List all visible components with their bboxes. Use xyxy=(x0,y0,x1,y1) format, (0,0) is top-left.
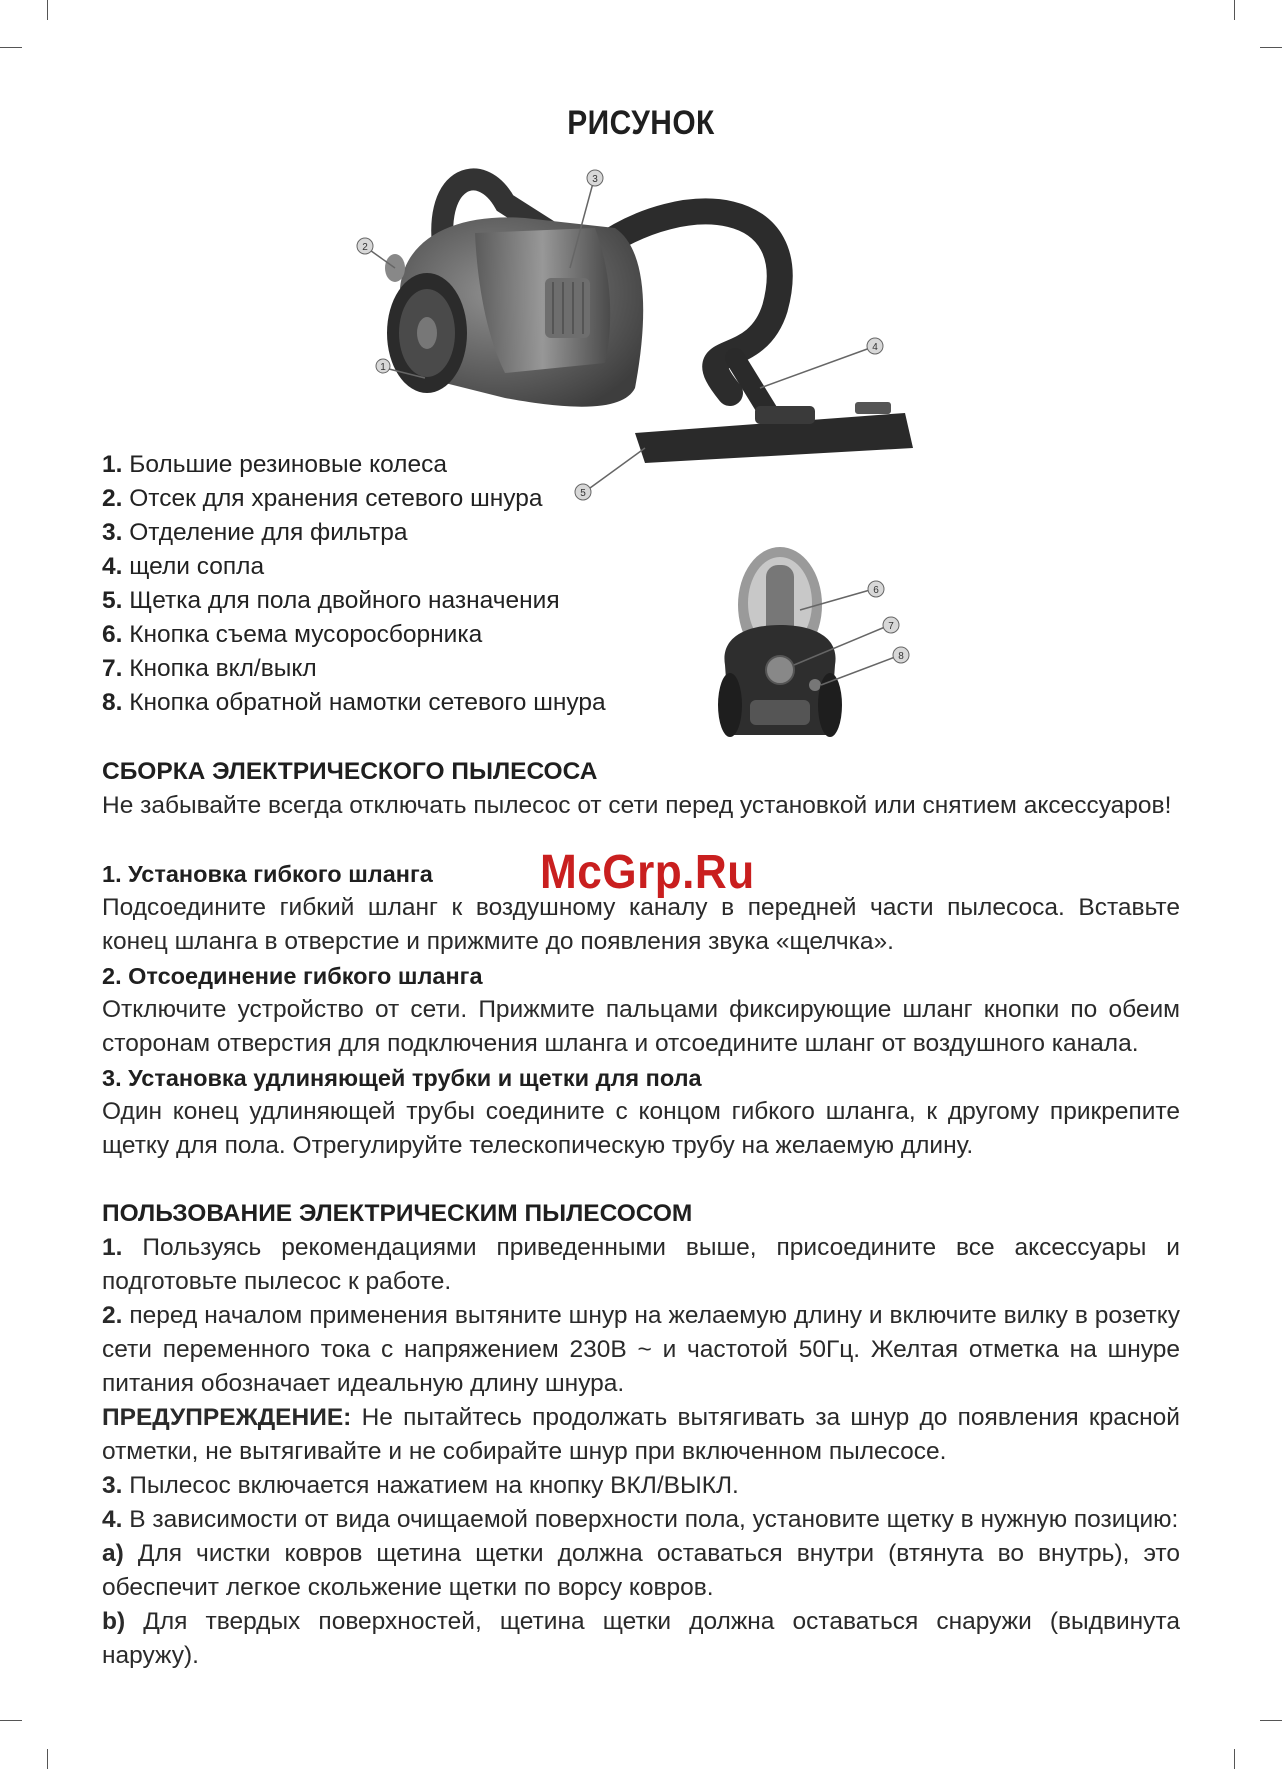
step-text: Отключите устройство от сети. Прижмите пальцами фиксирующие шланг кнопки по обеим сторонам отверстия для подключения шланга и отсоедините шланг от воздушного канала. xyxy=(102,996,1180,1057)
step-text: Подсоедините гибкий шланг к воздушному каналу в передней части пылесоса. Вставьте конец шланга в отверстие и прижмите до появления звука «щелчка». xyxy=(102,894,1180,955)
legend-item: 8. Кнопка обратной намотки сетевого шнура xyxy=(102,689,606,716)
legend-item: 5. Щетка для пола двойного назначения xyxy=(102,587,560,614)
crop-mark xyxy=(1234,1749,1235,1769)
step-title: 1. Установка гибкого шланга xyxy=(102,861,433,887)
watermark: McGrp.Ru xyxy=(540,846,755,899)
callout-2: 2 xyxy=(362,242,368,253)
crop-mark xyxy=(0,47,22,48)
usage-heading: ПОЛЬЗОВАНИЕ ЭЛЕКТРИЧЕСКИМ ПЫЛЕСОСОМ xyxy=(102,1200,693,1227)
assembly-warning: Не забывайте всегда отключать пылесос от сети перед установкой или снятием аксессуаров! xyxy=(102,792,1172,819)
usage-item: a) Для чистки ковров щетина щетки должна оставаться внутри (втянута во внутрь), это обеспечит легкое скольжение щетки по ворсу ковров. xyxy=(102,1540,1180,1601)
assembly-heading: СБОРКА ЭЛЕКТРИЧЕСКОГО ПЫЛЕСОСА xyxy=(102,758,598,785)
legend-item: 4. щели сопла xyxy=(102,553,265,580)
parts-legend xyxy=(102,448,606,720)
crop-mark xyxy=(1234,0,1235,20)
crop-mark xyxy=(1260,1720,1282,1721)
callout-4: 4 xyxy=(872,342,878,353)
callout-5: 5 xyxy=(580,488,586,499)
legend-item: 2. Отсек для хранения сетевого шнура xyxy=(102,485,543,512)
crop-mark xyxy=(0,1720,22,1721)
callout-1: 1 xyxy=(380,362,386,373)
usage-item: 1. Пользуясь рекомендациями приведенными выше, присоедините все аксессуары и подготовьте пылесос к работе. xyxy=(102,1234,1180,1295)
usage-item: 3. Пылесос включается нажатием на кнопку ВКЛ/ВЫКЛ. xyxy=(102,1472,739,1499)
callout-3: 3 xyxy=(592,174,598,185)
usage-item: 4. В зависимости от вида очищаемой поверхности пола, установите щетку в нужную позицию: xyxy=(102,1506,1179,1533)
vacuum-back-view-illustration xyxy=(710,545,925,750)
legend-item: 6. Кнопка съема мусоросборника xyxy=(102,621,483,648)
step-title: 2. Отсоединение гибкого шланга xyxy=(102,963,483,989)
callout-7: 7 xyxy=(888,621,894,632)
legend-item: 3. Отделение для фильтра xyxy=(102,519,408,546)
legend-item: 7. Кнопка вкл/выкл xyxy=(102,655,317,682)
usage-item: b) Для твердых поверхностей, щетина щетки должна оставаться снаружи (выдвинута наружу). xyxy=(102,1608,1180,1669)
crop-mark xyxy=(47,1749,48,1769)
callout-6: 6 xyxy=(873,585,879,596)
legend-item: 1. Большие резиновые колеса xyxy=(102,451,447,478)
usage-warning: ПРЕДУПРЕЖДЕНИЕ: Не пытайтесь продолжать вытягивать за шнур до появления красной отметки, не вытягивайте и не собирайте шнур при включенном пылесосе. xyxy=(102,1404,1180,1465)
page-title: РИСУНОК xyxy=(567,104,715,142)
usage-item: 2. перед началом применения вытяните шнур на желаемую длину и включите вилку в розетку сети переменного тока с напряжением 230В ~ и частотой 50Гц. Желтая отметка на шнуре питания обозначает идеальную длину шнура. xyxy=(102,1302,1180,1397)
step-text: Один конец удлиняющей трубы соедините с концом гибкого шланга, к другому прикрепите щетку для пола. Отрегулируйте телескопическую трубу на желаемую длину. xyxy=(102,1098,1180,1159)
crop-mark xyxy=(47,0,48,20)
step-title: 3. Установка удлиняющей трубки и щетки для пола xyxy=(102,1065,702,1091)
callout-8: 8 xyxy=(898,651,904,662)
crop-mark xyxy=(1260,47,1282,48)
